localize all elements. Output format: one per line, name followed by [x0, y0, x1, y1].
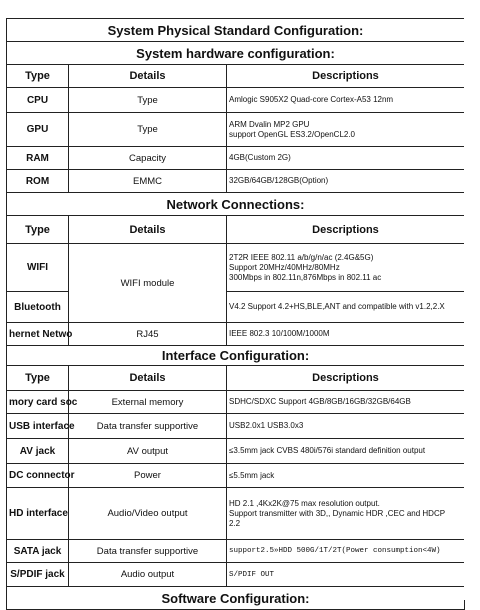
av-jack-details: AV output — [69, 439, 227, 464]
usb-type: USB interface — [7, 414, 69, 439]
memory-card-desc: SDHC/SDXC Support 4GB/8GB/16GB/32GB/64GB — [227, 391, 465, 414]
config-table — [6, 18, 465, 610]
hd-interface-details: Audio/Video output — [69, 488, 227, 540]
spdif-jack-type: S/PDIF jack — [7, 563, 69, 587]
bluetooth-type: Bluetooth — [7, 292, 69, 323]
header-descriptions: Descriptions — [227, 65, 465, 88]
cpu-desc: Amlogic S905X2 Quad-core Cortex-A53 12nm — [227, 88, 465, 113]
hardware-header-row — [7, 65, 465, 88]
ram-desc: 4GB(Custom 2G) — [227, 147, 465, 170]
hd-interface-type: HD interface — [7, 488, 69, 540]
table-row — [7, 170, 465, 193]
hd-interface-desc: HD 2.1 ,4Kx2K@75 max resolution output. Support transmitter with 3D,, Dynamic HDR ,CEC and HDCP 2.2 — [227, 488, 465, 540]
interface-header-row — [7, 366, 465, 391]
cpu-details: Type — [69, 88, 227, 113]
rom-desc: 32GB/64GB/128GB(Option) — [227, 170, 465, 193]
ethernet-details: RJ45 — [69, 323, 227, 346]
network-section-title: Network Connections: — [7, 193, 465, 216]
table-row — [7, 323, 465, 346]
av-jack-type: AV jack — [7, 439, 69, 464]
hardware-section-title: System hardware configuration: — [7, 42, 465, 65]
table-row — [7, 414, 465, 439]
table-row — [7, 113, 465, 147]
spdif-jack-desc: S/PDIF OUT — [227, 563, 465, 587]
rom-type: ROM — [7, 170, 69, 193]
rom-details: EMMC — [69, 170, 227, 193]
software-section-title: Software Configuration: — [7, 587, 465, 610]
network-header-row — [7, 216, 465, 244]
gpu-type: GPU — [7, 113, 69, 147]
memory-card-type: mory card soc — [7, 391, 69, 414]
header-details: Details — [69, 216, 227, 244]
table-row — [7, 439, 465, 464]
usb-details: Data transfer supportive — [69, 414, 227, 439]
sata-jack-details: Data transfer supportive — [69, 540, 227, 563]
spdif-jack-details: Audio output — [69, 563, 227, 587]
wifi-desc: 2T2R IEEE 802.11 a/b/g/n/ac (2.4G&5G) Support 20MHz/40MHz/80MHz 300Mbps in 802.11n,876Mbps in 802.11 ac — [227, 244, 465, 292]
header-descriptions: Descriptions — [227, 366, 465, 391]
sata-jack-desc: support2.5»HDD 500G/1T/2T(Power consumption<4W) — [227, 540, 465, 563]
table-row — [7, 488, 465, 540]
ram-type: RAM — [7, 147, 69, 170]
gpu-details: Type — [69, 113, 227, 147]
table-row — [7, 563, 465, 587]
header-type: Type — [7, 65, 69, 88]
header-details: Details — [69, 65, 227, 88]
dc-connector-type: DC connector — [7, 464, 69, 488]
bluetooth-desc: V4.2 Support 4.2+HS,BLE,ANT and compatible with v1.2,2.X — [227, 292, 465, 323]
configuration-sheet — [6, 18, 464, 610]
page-margin — [464, 0, 480, 600]
ram-details: Capacity — [69, 147, 227, 170]
memory-card-details: External memory — [69, 391, 227, 414]
page-title: System Physical Standard Configuration: — [7, 19, 465, 42]
wifi-details: WIFI module — [69, 244, 227, 323]
table-row — [7, 147, 465, 170]
dc-connector-details: Power — [69, 464, 227, 488]
table-row — [7, 391, 465, 414]
table-row — [7, 244, 465, 292]
gpu-desc: ARM Dvalin MP2 GPU support OpenGL ES3.2/OpenCL2.0 — [227, 113, 465, 147]
dc-connector-desc: ≤5.5mm jack — [227, 464, 465, 488]
header-descriptions: Descriptions — [227, 216, 465, 244]
usb-desc: USB2.0x1 USB3.0x3 — [227, 414, 465, 439]
sata-jack-type: SATA jack — [7, 540, 69, 563]
table-row — [7, 88, 465, 113]
ethernet-type: hernet Netwo — [7, 323, 69, 346]
table-row — [7, 464, 465, 488]
header-type: Type — [7, 366, 69, 391]
cpu-type: CPU — [7, 88, 69, 113]
av-jack-desc: ≤3.5mm jack CVBS 480i/576i standard definition output — [227, 439, 465, 464]
wifi-type: WIFI — [7, 244, 69, 292]
ethernet-desc: IEEE 802.3 10/100M/1000M — [227, 323, 465, 346]
interface-section-title: Interface Configuration: — [7, 346, 465, 366]
header-details: Details — [69, 366, 227, 391]
header-type: Type — [7, 216, 69, 244]
table-row — [7, 540, 465, 563]
